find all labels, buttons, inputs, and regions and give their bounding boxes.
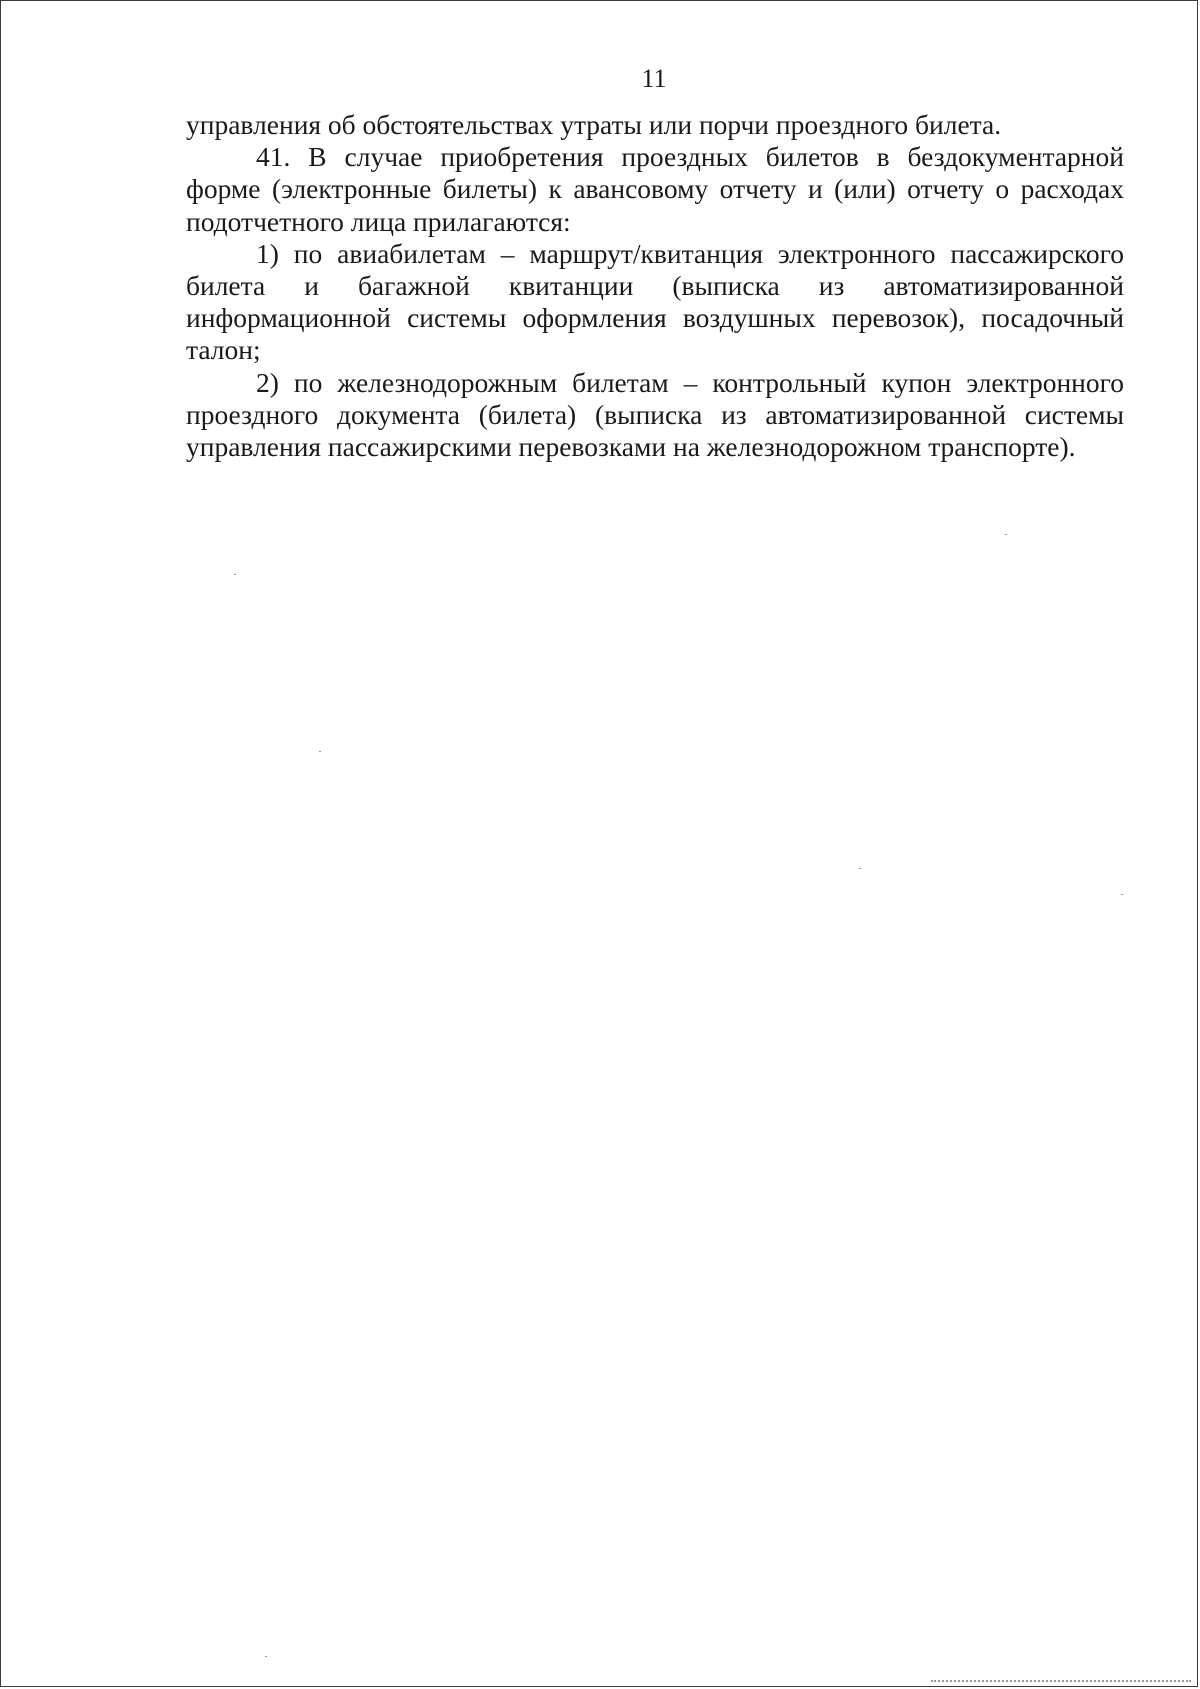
document-body <box>186 109 1124 463</box>
page-number: 11 <box>641 64 667 93</box>
paragraph-item-41: 41. В случае приобретения проездных билетов в бездокументарной форме (электронные билеты) к авансовому отчету и (или) отчету о расходах подотчетного лица прилагаются: <box>186 141 1124 237</box>
scan-speck <box>319 751 321 752</box>
paragraph-continuation: управления об обстоятельствах утраты или порчи проездного билета. <box>186 109 1002 140</box>
scan-speck <box>1121 894 1123 895</box>
scan-speck <box>265 1656 267 1657</box>
scan-speck <box>859 868 861 869</box>
scan-speck <box>1005 534 1007 535</box>
paragraph-subitem-2: 2) по железнодорожным билетам – контрольный купон электронного проездного документа (билета) (выписка из автоматизированной системы управления пассажирскими перевозками на железнодорожном транспорте). <box>186 366 1124 463</box>
scan-speck <box>234 574 236 575</box>
scan-edge-artifact <box>931 1678 1191 1682</box>
paragraph-subitem-1: 1) по авиабилетам – маршрут/квитанция электронного пассажирского билета и багажной квитанции (выписка из автоматизированной информационной системы оформления воздушных перевозок), посадочный талон; <box>186 237 1124 366</box>
